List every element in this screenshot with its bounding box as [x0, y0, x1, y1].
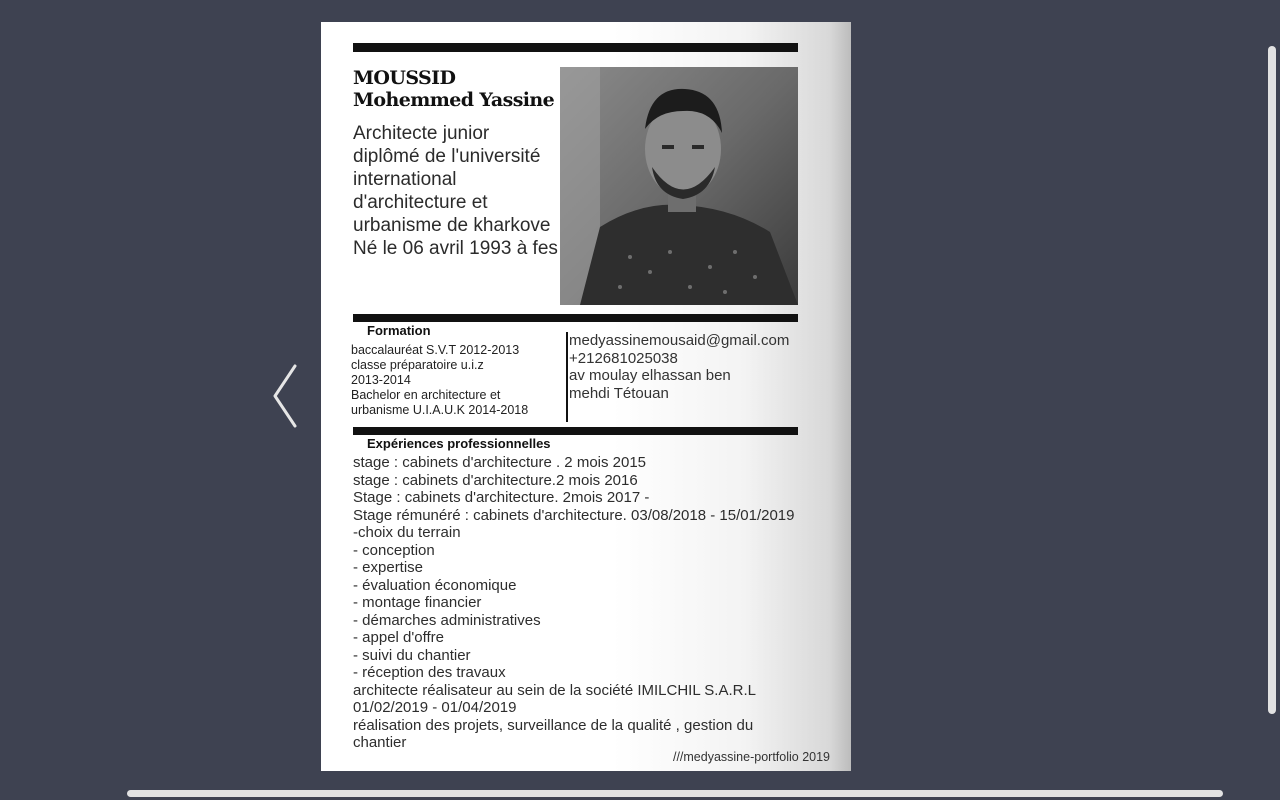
header-rule [353, 43, 798, 52]
formation-text: baccalauréat S.V.T 2012-2013 classe préparatoire u.i.z 2013-2014 Bachelor en architecture et urbanisme U.I.A.U.K 2014-2018 [351, 343, 529, 417]
formation-rule [353, 314, 798, 322]
experience-line: - montage financier [353, 594, 482, 611]
contact-address-line2: mehdi Tétouan [569, 384, 669, 402]
experience-line: 01/02/2019 - 01/04/2019 [353, 699, 517, 716]
intro-text: Architecte junior diplômé de l'université international d'architecture et urbanisme de kharkove Né le 06 avril 1993 à fes [353, 123, 558, 259]
experience-line: Stage rémunéré : cabinets d'architecture. 03/08/2018 - 15/01/2019 [353, 506, 795, 524]
contact-email: medyassinemousaid@gmail.com [569, 332, 790, 349]
document-page [321, 22, 851, 771]
contact-phone: +212681025038 [569, 349, 678, 367]
experience-rule [353, 427, 798, 435]
contact-address-line1: av moulay elhassan ben [569, 367, 731, 384]
previous-page-button[interactable] [268, 360, 304, 432]
experience-list [353, 454, 823, 752]
experience-line: stage : cabinets d'architecture . 2 mois 2015 [353, 454, 647, 471]
horizontal-scrollbar[interactable] [127, 790, 1223, 797]
contact-divider [566, 332, 568, 422]
footer-credit: ///medyassine-portfolio 2019 [672, 750, 830, 764]
experience-line: architecte réalisateur au sein de la société IMILCHIL S.A.R.L [353, 681, 756, 699]
experience-line: - suivi du chantier [353, 646, 471, 664]
contact-block [569, 332, 809, 402]
experience-line: stage : cabinets d'architecture.2 mois 2016 [353, 471, 638, 489]
experience-line: réalisation des projets, surveillance de la qualité , gestion du [353, 716, 754, 734]
name-firstnames: Mohemmed Yassine [353, 89, 555, 111]
experience-line: chantier [353, 734, 407, 751]
experience-line: - appel d'offre [353, 629, 444, 646]
chevron-left-icon [268, 360, 304, 432]
formation-title: Formation [367, 323, 431, 338]
experience-line: - réception des travaux [353, 664, 506, 681]
experience-line: - expertise [353, 559, 424, 576]
person-name [353, 67, 563, 111]
experience-line: - évaluation économique [353, 576, 517, 594]
experience-line: -choix du terrain [353, 524, 461, 541]
name-surname: MOUSSID [353, 67, 456, 89]
experience-line: Stage : cabinets d'architecture. 2mois 2017 - [353, 489, 650, 506]
experience-title: Expériences professionnelles [367, 436, 551, 451]
experience-line: - démarches administratives [353, 611, 541, 629]
profile-photo [560, 67, 798, 305]
experience-line: - conception [353, 541, 435, 559]
vertical-scrollbar[interactable] [1268, 46, 1276, 714]
